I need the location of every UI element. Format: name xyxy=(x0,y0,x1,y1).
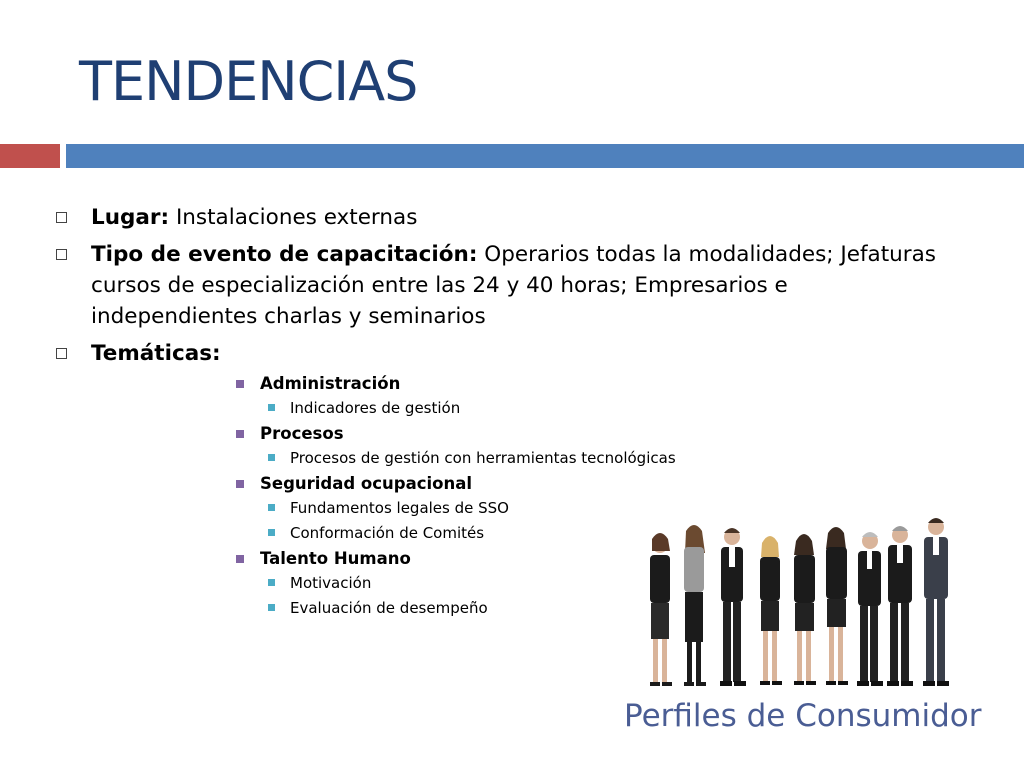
square-bullet-icon xyxy=(236,555,244,563)
tematica-name: Seguridad ocupacional xyxy=(260,474,473,493)
bullet-text: Operarios todas la modalidades; Jefaturas cursos de especialización entre las 24 y 40 horas; Empresarios e independientes charlas y seminarios xyxy=(91,242,936,329)
person-9 xyxy=(923,518,949,686)
tematica-procesos xyxy=(56,421,956,446)
square-bullet-icon xyxy=(236,380,244,388)
people-queue-image xyxy=(638,515,968,695)
tematica-item-text: Procesos de gestión con herramientas tecnológicas xyxy=(290,449,676,467)
accent-bar-red xyxy=(0,144,60,168)
bullet-tematicas xyxy=(56,338,956,369)
person-3 xyxy=(720,528,746,686)
square-bullet-icon xyxy=(268,504,275,511)
person-7 xyxy=(857,532,883,686)
person-1 xyxy=(650,533,672,686)
bullet-lugar xyxy=(56,202,956,233)
tematica-item-text: Conformación de Comités xyxy=(290,524,485,542)
person-8 xyxy=(887,526,913,686)
square-bullet-icon xyxy=(268,454,275,461)
tematica-item-text: Fundamentos legales de SSO xyxy=(290,499,509,517)
bullet-label: Lugar: xyxy=(91,205,170,230)
square-bullet-icon xyxy=(236,480,244,488)
tematica-name: Procesos xyxy=(260,424,344,443)
tematica-name: Administración xyxy=(260,374,401,393)
square-bullet-icon xyxy=(268,579,275,586)
tematica-item-text: Evaluación de desempeño xyxy=(290,599,488,617)
tematica-name: Talento Humano xyxy=(260,549,411,568)
person-2 xyxy=(684,525,706,686)
tematica-item-text: Motivación xyxy=(290,574,372,592)
bullet-text: Instalaciones externas xyxy=(169,205,418,230)
person-5 xyxy=(794,534,816,685)
tematica-seguridad xyxy=(56,471,956,496)
tematica-item xyxy=(56,396,956,421)
image-caption: Perfiles de Consumidor xyxy=(624,698,982,734)
tematica-administracion xyxy=(56,371,956,396)
accent-bar-blue xyxy=(66,144,1024,168)
slide-title: TENDENCIAS xyxy=(79,50,418,113)
square-bullet-icon xyxy=(268,529,275,536)
tematica-item-text: Indicadores de gestión xyxy=(290,399,461,417)
bullet-label: Temáticas: xyxy=(91,341,221,366)
hollow-square-bullet-icon xyxy=(56,348,67,359)
bullet-label: Tipo de evento de capacitación: xyxy=(91,242,478,267)
square-bullet-icon xyxy=(268,604,275,611)
hollow-square-bullet-icon xyxy=(56,249,67,260)
hollow-square-bullet-icon xyxy=(56,212,67,223)
tematica-item xyxy=(56,446,956,471)
person-6 xyxy=(826,527,848,685)
person-4 xyxy=(760,536,782,685)
square-bullet-icon xyxy=(268,404,275,411)
bullet-tipo-evento xyxy=(56,239,956,332)
square-bullet-icon xyxy=(236,430,244,438)
